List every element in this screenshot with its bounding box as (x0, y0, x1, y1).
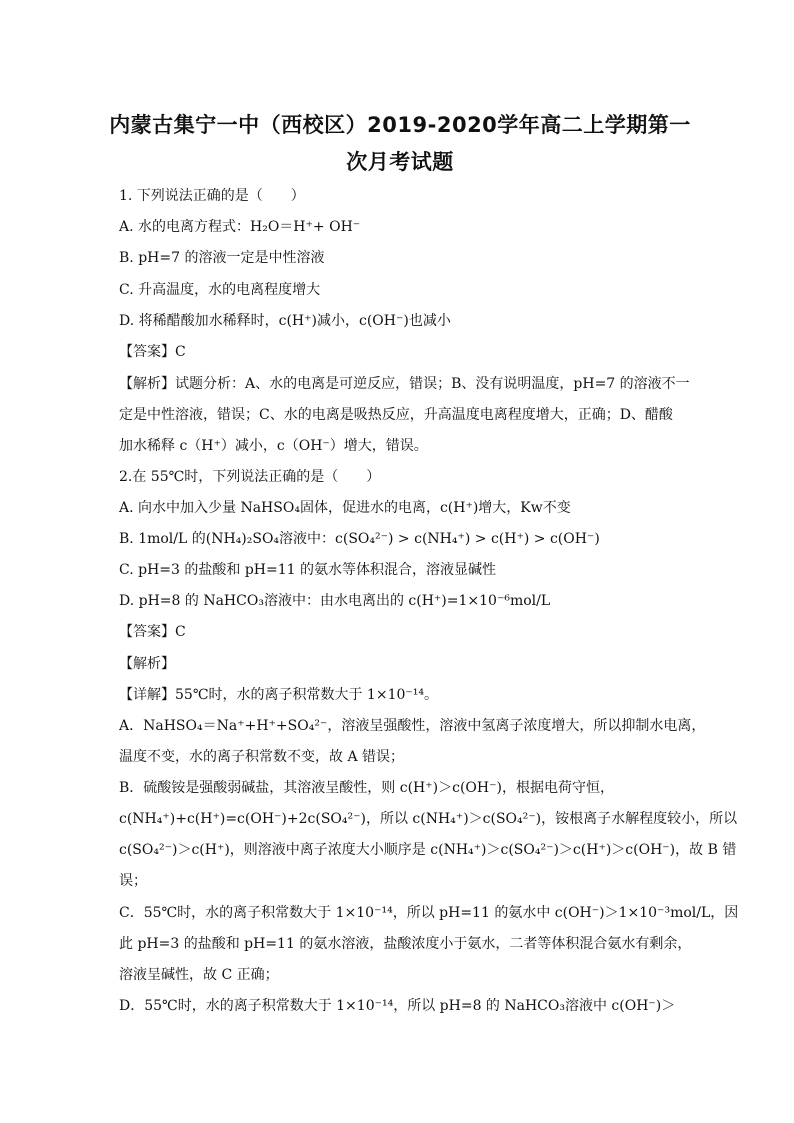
question-1-option-c: C. 升高温度，水的电离程度增大 (119, 282, 321, 298)
question-2-option-a: A. 向水中加入少量 NaHSO₄固体，促进水的电离，c(H⁺)增大，Kw不变 (119, 500, 571, 516)
question-2-detail-line: 误； (119, 873, 147, 889)
question-2-option-c: C. pH=3 的盐酸和 pH=11 的氨水等体积混合，溶液显碱性 (119, 562, 496, 578)
question-1-stem: 1. 下列说法正确的是（ ） (119, 188, 305, 204)
question-2-answer: 【答案】C (119, 624, 186, 640)
question-2-detail-line: 溶液呈碱性，故 C 正确； (119, 967, 279, 983)
question-1-option-b: B. pH=7 的溶液一定是中性溶液 (119, 250, 325, 266)
question-2-stem: 2.在 55℃时，下列说法正确的是（ ） (119, 469, 381, 485)
document-title-line-2: 次月考试题 (346, 150, 454, 174)
question-2-detail-line: C．55℃时，水的离子积常数大于 1×10⁻¹⁴，所以 pH=11 的氨水中 c(OH⁻)＞1×10⁻³mol/L，因 (119, 905, 739, 921)
question-2-analysis-heading: 【解析】 (119, 656, 175, 672)
question-2-option-b: B. 1mol/L 的(NH₄)₂SO₄溶液中：c(SO₄²⁻) > c(NH₄⁺) > c(H⁺) > c(OH⁻) (119, 531, 600, 547)
question-1-answer: 【答案】C (119, 344, 186, 360)
question-2-detail-line: c(NH₄⁺)+c(H⁺)=c(OH⁻)+2c(SO₄²⁻)，所以 c(NH₄⁺)＞c(SO₄²⁻)，铵根离子水解程度较小，所以 (119, 811, 738, 827)
question-1-analysis-line: 加水稀释 c（H⁺）减小，c（OH⁻）增大，错误。 (119, 438, 428, 454)
question-2-detail-line: 此 pH=3 的盐酸和 pH=11 的氨水溶液，盐酸浓度小于氨水，二者等体积混合氨水有剩余， (119, 936, 692, 952)
document-title-line-1: 内蒙古集宁一中（西校区）2019-2020学年高二上学期第一 (109, 113, 691, 137)
question-2-detail-line: c(SO₄²⁻)＞c(H⁺)，则溶液中离子浓度大小顺序是 c(NH₄⁺)＞c(SO₄²⁻)＞c(H⁺)＞c(OH⁻)，故 B 错 (119, 842, 737, 858)
question-2-option-d: D. pH=8 的 NaHCO₃溶液中：由水电离出的 c(H⁺)=1×10⁻⁶mol/L (119, 593, 551, 609)
question-1-analysis-line: 定是中性溶液，错误；C、水的电离是吸热反应，升高温度电离程度增大，正确；D、醋酸 (119, 407, 673, 423)
question-2-detail-line: D．55℃时，水的离子积常数大于 1×10⁻¹⁴，所以 pH=8 的 NaHCO₃溶液中 c(OH⁻)＞ (119, 998, 676, 1014)
question-2-detail-line: 【详解】55℃时，水的离子积常数大于 1×10⁻¹⁴。 (119, 687, 438, 703)
question-2-detail-line: A．NaHSO₄＝Na⁺+H⁺+SO₄²⁻，溶液呈强酸性，溶液中氢离子浓度增大，所以抑制水电离， (119, 718, 706, 734)
question-1-analysis-line: 【解析】试题分析：A、水的电离是可逆反应，错误；B、没有说明温度，pH=7 的溶液不一 (119, 376, 690, 392)
question-2-detail-line: B．硫酸铵是强酸弱碱盐，其溶液呈酸性，则 c(H⁺)＞c(OH⁻)，根据电荷守恒， (119, 780, 614, 796)
question-1-option-d: D. 将稀醋酸加水稀释时，c(H⁺)减小，c(OH⁻)也减小 (119, 313, 451, 329)
question-2-detail-line: 温度不变，水的离子积常数不变，故 A 错误； (119, 749, 405, 765)
question-1-option-a: A. 水的电离方程式：H₂O＝H⁺+ OH⁻ (119, 219, 361, 235)
